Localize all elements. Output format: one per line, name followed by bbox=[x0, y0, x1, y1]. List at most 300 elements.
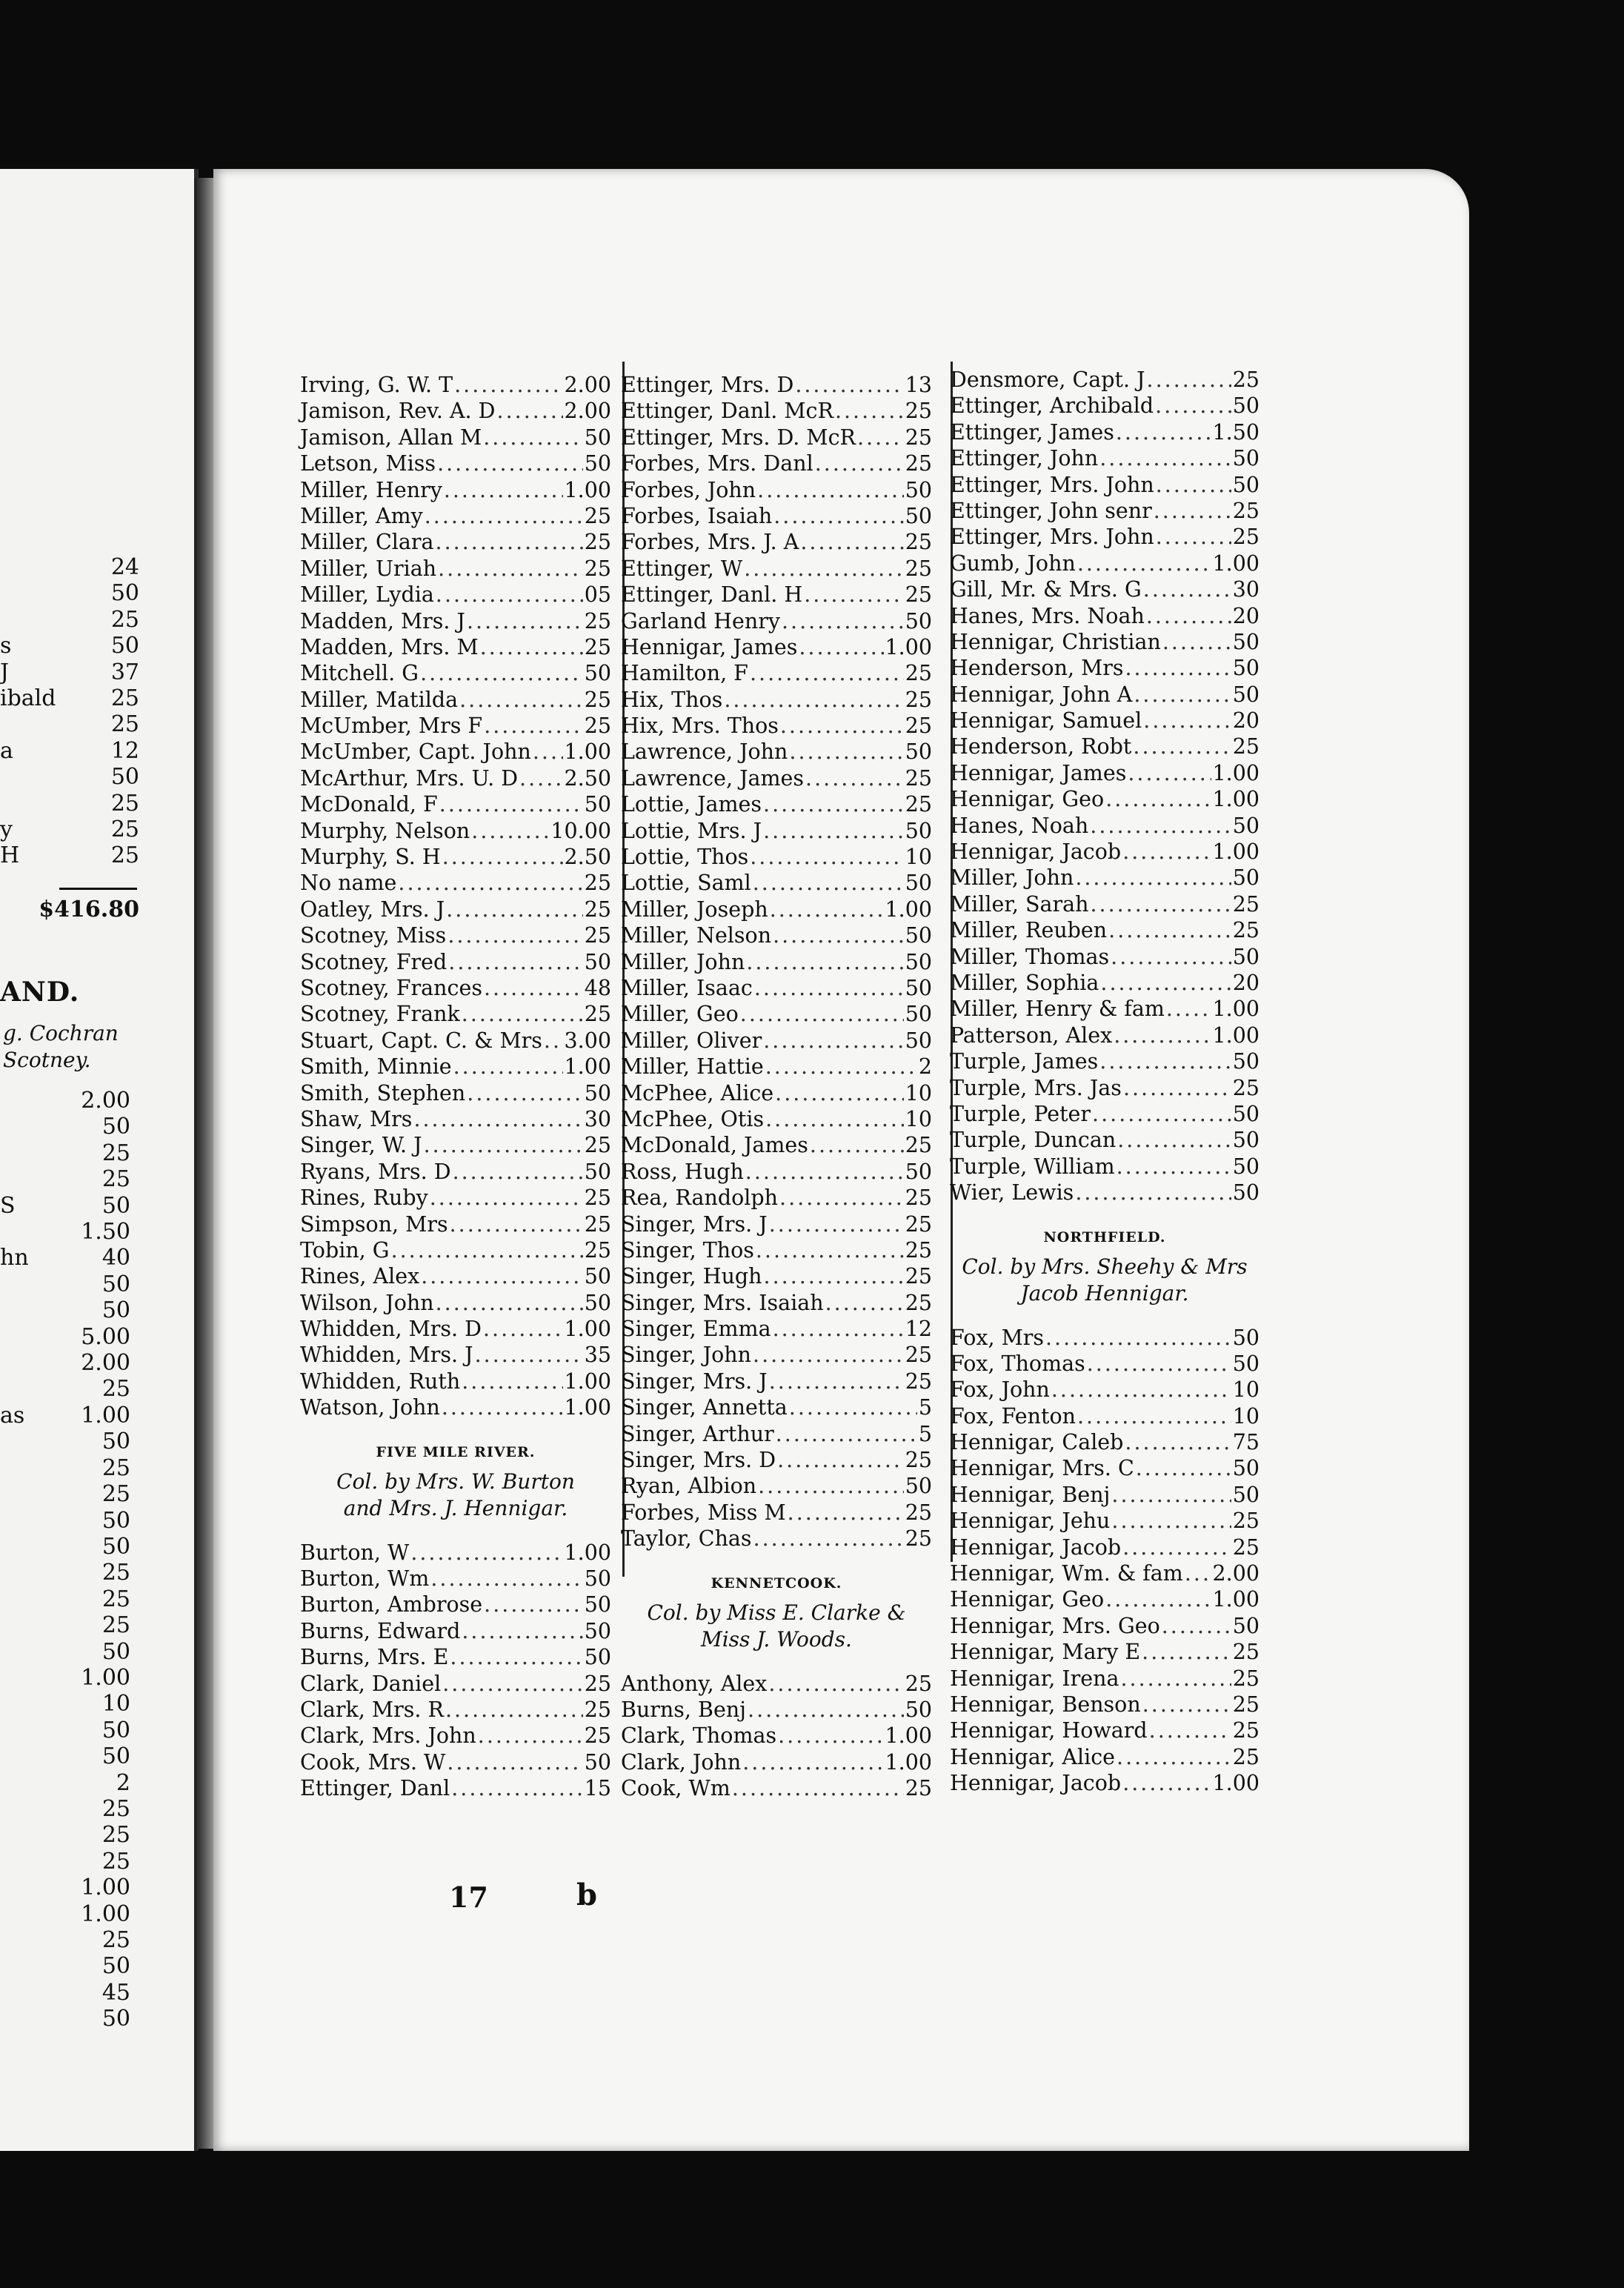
subscription-amount: 50 bbox=[905, 871, 932, 896]
list-item bbox=[621, 634, 932, 660]
list-item bbox=[0, 1901, 130, 1927]
leader-dots bbox=[773, 503, 904, 529]
subscriber-name: Hennigar, Jehu bbox=[950, 1509, 1111, 1534]
subscription-amount: 50 bbox=[905, 949, 932, 974]
leader-dots bbox=[450, 1644, 582, 1670]
subscription-amount: 25 bbox=[110, 711, 139, 738]
partial-label: H bbox=[0, 842, 20, 869]
subscriber-name: Singer, Arthur bbox=[621, 1421, 774, 1446]
subscription-amount: 2.00 bbox=[81, 1088, 130, 1114]
list-item bbox=[621, 1028, 932, 1054]
list-item bbox=[300, 1592, 611, 1617]
subscription-amount: 25 bbox=[905, 1343, 932, 1368]
subscriber-name: Burton, Wm bbox=[300, 1566, 430, 1592]
leader-dots bbox=[754, 975, 904, 1001]
leader-dots bbox=[799, 634, 883, 660]
subscription-amount: 50 bbox=[102, 1638, 130, 1665]
subscription-amount: 1.00 bbox=[1212, 839, 1259, 865]
subscriber-name: Hennigar, Benj bbox=[950, 1482, 1111, 1507]
subscriber-name: Miller, Nelson bbox=[621, 923, 772, 948]
subscriber-name: Fox, Fenton bbox=[950, 1403, 1076, 1429]
list-item bbox=[300, 1316, 611, 1342]
subscriber-name: Turple, William bbox=[950, 1154, 1115, 1179]
subscriber-name: Fox, John bbox=[950, 1377, 1050, 1403]
leader-dots bbox=[1099, 445, 1231, 471]
subscriber-name: McDonald, James bbox=[621, 1133, 808, 1158]
subscription-amount: 50 bbox=[905, 1002, 932, 1027]
leader-dots bbox=[1162, 1613, 1231, 1639]
list-item bbox=[950, 865, 1259, 891]
subscriber-name: Letson, Miss bbox=[300, 451, 436, 476]
leader-dots bbox=[765, 1054, 917, 1080]
subscription-amount: 50 bbox=[1232, 1128, 1259, 1153]
subscriber-name: Lawrence, John bbox=[621, 739, 788, 765]
leader-dots bbox=[1155, 393, 1231, 419]
leader-dots bbox=[453, 1159, 583, 1185]
list-item bbox=[621, 372, 932, 398]
subscriber-name: Smith, Minnie bbox=[300, 1054, 452, 1080]
subscription-amount: 25 bbox=[905, 714, 932, 739]
subscriber-name: Lawrence, James bbox=[621, 765, 805, 791]
leader-dots bbox=[430, 1185, 583, 1211]
list-item bbox=[950, 917, 1259, 943]
subscriber-name: Cook, Wm bbox=[621, 1776, 731, 1801]
subscription-amount: 50 bbox=[1232, 682, 1259, 707]
leader-dots bbox=[483, 1316, 563, 1342]
subscription-amount: 1.00 bbox=[81, 1875, 130, 1901]
list-item bbox=[621, 1447, 932, 1473]
subscriber-name: Hanes, Noah bbox=[950, 813, 1089, 838]
list-item bbox=[950, 1666, 1259, 1692]
subscriber-name: Miller, Oliver bbox=[621, 1028, 762, 1053]
subscription-amount: 50 bbox=[1232, 1613, 1259, 1638]
subscription-amount: 2.50 bbox=[564, 845, 611, 870]
subscription-amount: 50 bbox=[1232, 1154, 1259, 1179]
leader-dots bbox=[484, 975, 583, 1001]
list-item bbox=[950, 944, 1259, 970]
subscription-amount: 40 bbox=[102, 1245, 130, 1271]
leader-dots bbox=[445, 1697, 583, 1723]
leader-dots bbox=[424, 1132, 583, 1158]
list-item bbox=[950, 708, 1259, 734]
left-page-amounts-top bbox=[0, 554, 139, 869]
subscription-amount: 25 bbox=[102, 1481, 130, 1508]
leader-dots bbox=[1122, 1534, 1231, 1560]
list-item bbox=[300, 739, 611, 765]
leader-dots bbox=[775, 1080, 904, 1106]
list-item bbox=[300, 660, 611, 686]
subscription-amount: 2.00 bbox=[1212, 1561, 1259, 1586]
subscriber-name: McPhee, Otis bbox=[621, 1106, 765, 1131]
subscription-amount: 25 bbox=[1232, 891, 1259, 917]
leader-dots bbox=[1122, 1770, 1211, 1796]
subscriber-name: Ettinger, John senr bbox=[950, 498, 1152, 523]
list-item bbox=[950, 1744, 1259, 1770]
subscription-amount: 50 bbox=[584, 949, 611, 974]
subscriber-name: Forbes, Mrs. Danl bbox=[621, 451, 813, 476]
leader-dots bbox=[857, 425, 904, 450]
subscription-amount: 25 bbox=[905, 425, 932, 450]
list-item bbox=[0, 1245, 130, 1271]
subscriber-name: Ettinger, John bbox=[950, 446, 1099, 471]
subscriber-name: Lottie, Mrs. J bbox=[621, 818, 762, 843]
list-item bbox=[300, 634, 611, 660]
subscription-amount: 50 bbox=[1232, 393, 1259, 419]
subscription-amount: 25 bbox=[584, 556, 611, 581]
list-item bbox=[950, 1692, 1259, 1717]
leader-dots bbox=[1111, 1508, 1231, 1534]
subscriber-name: Ettinger, Danl. McR bbox=[621, 399, 833, 424]
list-item bbox=[950, 760, 1259, 786]
subscription-amount: 50 bbox=[102, 1507, 130, 1534]
list-item bbox=[300, 1159, 611, 1185]
partial-label: ibald bbox=[0, 685, 56, 712]
subscriber-name: Singer, W. J bbox=[300, 1133, 422, 1158]
subscriber-name: Hennigar, Jacob bbox=[950, 1771, 1122, 1796]
subscription-amount: 25 bbox=[102, 1166, 130, 1193]
subscriber-name: Rines, Alex bbox=[300, 1264, 420, 1289]
subscription-amount: 25 bbox=[905, 451, 932, 476]
list-item bbox=[950, 682, 1259, 708]
subscriber-name: Hennigar, John A bbox=[950, 682, 1133, 707]
list-item bbox=[621, 791, 932, 817]
list-item bbox=[621, 608, 932, 634]
list-item bbox=[0, 1927, 130, 1953]
subscription-amount: 25 bbox=[584, 1697, 611, 1722]
list-item bbox=[0, 659, 139, 685]
list-item bbox=[0, 1980, 130, 2006]
subscription-amount: 50 bbox=[102, 1953, 130, 1980]
leader-dots bbox=[430, 1566, 582, 1592]
subscription-column-2 bbox=[621, 372, 932, 1802]
list-item bbox=[950, 419, 1259, 445]
leader-dots bbox=[1092, 1101, 1231, 1127]
list-item bbox=[300, 1028, 611, 1054]
subscriber-name: McUmber, Capt. John bbox=[300, 739, 531, 765]
leader-dots bbox=[740, 1001, 904, 1027]
subscriber-name: Oatley, Mrs. J bbox=[300, 897, 445, 922]
list-item bbox=[950, 655, 1259, 681]
list-item bbox=[300, 608, 611, 634]
list-item bbox=[300, 1211, 611, 1237]
subscription-amount: 25 bbox=[110, 817, 139, 843]
subscriber-name: Garland Henry bbox=[621, 608, 780, 633]
list-item bbox=[950, 1180, 1259, 1205]
subscriber-name: Smith, Stephen bbox=[300, 1080, 466, 1105]
subscription-amount: 10.00 bbox=[550, 818, 611, 843]
subscriber-name: Singer, Thos bbox=[621, 1237, 754, 1263]
subscriber-name: Hennigar, Christian bbox=[950, 629, 1161, 654]
leader-dots bbox=[444, 477, 563, 503]
subscription-amount: 1.00 bbox=[564, 1395, 611, 1420]
subscription-amount: 25 bbox=[1232, 734, 1259, 759]
list-item bbox=[950, 1075, 1259, 1101]
list-item bbox=[300, 582, 611, 608]
subscription-amount: 25 bbox=[584, 714, 611, 739]
list-item bbox=[950, 813, 1259, 839]
list-item bbox=[950, 786, 1259, 812]
subscription-amount: 25 bbox=[584, 1002, 611, 1027]
subscription-amount: 25 bbox=[102, 1848, 130, 1875]
subscription-amount: 50 bbox=[584, 1618, 611, 1643]
leader-dots bbox=[1087, 1351, 1231, 1377]
subscription-amount: 50 bbox=[584, 661, 611, 686]
partial-label: hn bbox=[0, 1245, 29, 1271]
list-item bbox=[0, 1743, 130, 1769]
list-item bbox=[621, 1671, 932, 1697]
leader-dots bbox=[770, 897, 884, 922]
subscription-amount: 50 bbox=[1232, 1101, 1259, 1126]
leader-dots bbox=[467, 608, 583, 634]
subscription-amount: 25 bbox=[1232, 498, 1259, 523]
list-item bbox=[621, 687, 932, 713]
leader-dots bbox=[1111, 944, 1231, 970]
subscriber-name: Hennigar, Wm. & fam bbox=[950, 1561, 1183, 1586]
subscription-amount: 1.00 bbox=[564, 1369, 611, 1394]
list-item bbox=[0, 1534, 130, 1560]
leader-dots bbox=[1147, 367, 1231, 393]
list-item bbox=[0, 1376, 130, 1402]
subscription-amount: 25 bbox=[1232, 368, 1259, 392]
leader-dots bbox=[413, 1106, 582, 1132]
list-item bbox=[0, 1219, 130, 1245]
subscription-amount: 1.00 bbox=[81, 1664, 130, 1691]
subscription-amount: 25 bbox=[110, 685, 139, 712]
list-item bbox=[621, 897, 932, 922]
leader-dots bbox=[1125, 655, 1231, 681]
list-item bbox=[950, 1770, 1259, 1796]
subscription-amount: 1.00 bbox=[1212, 787, 1259, 812]
subscription-amount: 50 bbox=[905, 739, 932, 765]
leader-dots bbox=[1090, 813, 1231, 839]
subscriber-name: Forbes, Miss M bbox=[621, 1500, 786, 1525]
subscription-amount: 25 bbox=[905, 792, 932, 817]
subscription-amount: 50 bbox=[905, 503, 932, 528]
subscriber-name: Henderson, Mrs bbox=[950, 656, 1124, 681]
list-item bbox=[621, 529, 932, 555]
leader-dots bbox=[471, 818, 549, 844]
leader-dots bbox=[1136, 1455, 1231, 1481]
subscription-amount: 25 bbox=[905, 1264, 932, 1289]
list-item bbox=[621, 1526, 932, 1552]
list-item bbox=[621, 425, 932, 450]
list-item bbox=[621, 1159, 932, 1185]
subscription-amount: 25 bbox=[1232, 1075, 1259, 1100]
subscription-amount: 50 bbox=[1232, 1482, 1259, 1507]
subscriber-name: Miller, Amy bbox=[300, 503, 423, 528]
subscriber-name: Singer, John bbox=[621, 1343, 752, 1368]
subscriber-name: Tobin, G bbox=[300, 1237, 390, 1263]
list-item bbox=[950, 891, 1259, 917]
subscription-amount: 25 bbox=[905, 1671, 932, 1696]
list-item bbox=[0, 1612, 130, 1638]
list-item bbox=[300, 1263, 611, 1289]
left-page-total: $416.80 bbox=[39, 897, 139, 922]
subscription-amount: 25 bbox=[102, 1560, 130, 1586]
list-item bbox=[621, 765, 932, 791]
leader-dots bbox=[1142, 1692, 1231, 1717]
subscriber-name: Ettinger, Danl bbox=[300, 1776, 450, 1801]
list-item bbox=[300, 1723, 611, 1749]
list-item bbox=[621, 870, 932, 896]
list-item bbox=[300, 477, 611, 503]
subscription-amount: 25 bbox=[102, 1612, 130, 1639]
leader-dots bbox=[1149, 1717, 1231, 1743]
subscriber-name: Fox, Thomas bbox=[950, 1351, 1085, 1376]
list-item bbox=[950, 1560, 1259, 1586]
subscription-amount: 25 bbox=[584, 687, 611, 712]
list-item bbox=[950, 1403, 1259, 1429]
subscription-amount: 50 bbox=[584, 1749, 611, 1775]
leader-dots bbox=[763, 791, 904, 817]
subscription-amount: 25 bbox=[905, 661, 932, 686]
leader-dots bbox=[478, 1723, 583, 1749]
subscription-amount: 25 bbox=[110, 790, 139, 817]
subscription-amount: 50 bbox=[1232, 1180, 1259, 1205]
leader-dots bbox=[825, 1290, 904, 1316]
subscription-amount: 35 bbox=[584, 1343, 611, 1368]
subscriber-name: Ettinger, Danl. H bbox=[621, 582, 803, 608]
subscription-amount: 50 bbox=[905, 1028, 932, 1053]
subscriber-name: McUmber, Mrs F bbox=[300, 714, 483, 739]
left-page-subheading-1: g. Cochran bbox=[3, 1021, 119, 1045]
leader-dots bbox=[484, 1592, 583, 1617]
subscription-amount: 50 bbox=[102, 1743, 130, 1770]
leader-dots bbox=[447, 1749, 582, 1775]
list-item bbox=[0, 1140, 130, 1166]
subscriber-name: Miller, Lydia bbox=[300, 582, 434, 608]
subscription-amount: 25 bbox=[102, 1376, 130, 1403]
subscriber-name: Miller, Henry bbox=[300, 477, 442, 502]
subscriber-name: Whidden, Mrs. D bbox=[300, 1317, 482, 1342]
list-item bbox=[0, 554, 139, 580]
leader-dots bbox=[763, 1028, 904, 1054]
subscriber-name: Patterson, Alex bbox=[950, 1022, 1113, 1048]
subscription-amount: 10 bbox=[1232, 1403, 1259, 1429]
left-page-subheading-2: Scotney. bbox=[3, 1048, 91, 1072]
subscription-amount: 15 bbox=[584, 1776, 611, 1801]
subscription-amount: 25 bbox=[1232, 918, 1259, 943]
leader-dots bbox=[475, 1342, 583, 1368]
subscriber-name: Burns, Benj bbox=[621, 1697, 747, 1722]
subscriber-name: Hennigar, Mary E bbox=[950, 1640, 1141, 1665]
section-title-northfield: NORTHFIELD. bbox=[1043, 1228, 1166, 1246]
list-item bbox=[0, 1166, 130, 1192]
leader-dots bbox=[745, 1159, 904, 1185]
list-item bbox=[300, 1290, 611, 1316]
subscriber-name: Lottie, Saml bbox=[621, 871, 751, 896]
subscriber-name: Lottie, Thos bbox=[621, 845, 749, 870]
leader-dots bbox=[1142, 1639, 1231, 1665]
leader-dots bbox=[804, 582, 904, 608]
subscription-amount: 1.00 bbox=[1212, 1771, 1259, 1796]
subscription-amount: 50 bbox=[102, 1114, 130, 1140]
subscriber-name: Forbes, John bbox=[621, 477, 756, 502]
subscriber-name: Hennigar, Jacob bbox=[950, 1534, 1122, 1560]
subscription-amount: 25 bbox=[905, 1369, 932, 1394]
subscription-amount: 5.00 bbox=[81, 1323, 130, 1350]
subscriber-name: Madden, Mrs. J bbox=[300, 608, 465, 633]
list-item bbox=[621, 1185, 932, 1211]
subscriber-name: Hennigar, James bbox=[621, 634, 798, 659]
subscription-amount: 50 bbox=[102, 1297, 130, 1324]
subscription-amount: 25 bbox=[1232, 1744, 1259, 1769]
subscriber-name: Stuart, Capt. C. & Mrs bbox=[300, 1028, 542, 1053]
list-item bbox=[621, 1421, 932, 1447]
list-item bbox=[950, 1351, 1259, 1377]
subscription-amount: 50 bbox=[584, 1290, 611, 1315]
list-item bbox=[621, 1473, 932, 1499]
leader-dots bbox=[810, 1132, 904, 1158]
subscriber-name: Hennigar, Mrs. Geo bbox=[950, 1613, 1160, 1638]
leader-dots bbox=[1146, 603, 1231, 629]
subscription-amount: 25 bbox=[905, 530, 932, 555]
subscriber-name: Singer, Emma bbox=[621, 1317, 771, 1342]
list-item bbox=[300, 1237, 611, 1263]
leader-dots bbox=[438, 556, 583, 582]
subscription-amount: 1.00 bbox=[885, 1749, 932, 1775]
subscriber-name: Hamilton, F bbox=[621, 661, 748, 686]
list-item bbox=[300, 818, 611, 844]
subscriber-name: Wilson, John bbox=[300, 1290, 434, 1315]
list-item bbox=[300, 922, 611, 948]
subscription-amount: 50 bbox=[584, 1645, 611, 1670]
subscription-amount: 50 bbox=[1232, 813, 1259, 838]
leader-dots bbox=[1143, 708, 1231, 734]
subscription-amount: 50 bbox=[584, 1159, 611, 1184]
list-item bbox=[950, 1586, 1259, 1612]
list-item bbox=[621, 949, 932, 975]
subscription-amount: 25 bbox=[584, 871, 611, 896]
list-item bbox=[0, 711, 139, 737]
list-item bbox=[621, 556, 932, 582]
subscriber-name: No name bbox=[300, 871, 397, 896]
subscription-amount: 2 bbox=[116, 1769, 130, 1796]
subscription-amount: 5 bbox=[918, 1421, 932, 1446]
subscriber-name: Madden, Mrs. M bbox=[300, 634, 479, 659]
subscriber-name: Forbes, Mrs. J. A bbox=[621, 530, 799, 555]
list-item bbox=[950, 1639, 1259, 1665]
list-item bbox=[300, 1671, 611, 1697]
subscription-amount: 1.00 bbox=[1212, 760, 1259, 785]
leader-dots bbox=[425, 503, 583, 529]
subscription-amount: 25 bbox=[584, 1237, 611, 1263]
subscription-amount: 2.00 bbox=[81, 1350, 130, 1377]
subscription-amount: 1.00 bbox=[885, 634, 932, 659]
subscriber-name: Ryans, Mrs. D bbox=[300, 1159, 451, 1184]
subscriber-name: Burton, W bbox=[300, 1540, 410, 1565]
partial-label: a bbox=[0, 737, 13, 764]
subscriber-name: Hennigar, Alice bbox=[950, 1744, 1116, 1769]
leader-dots bbox=[462, 1001, 583, 1027]
subscription-amount: 1.00 bbox=[1212, 1022, 1259, 1048]
leader-dots bbox=[763, 818, 904, 844]
list-item bbox=[300, 556, 611, 582]
subscriber-name: Hennigar, Caleb bbox=[950, 1430, 1124, 1455]
subscription-amount: 25 bbox=[1232, 1692, 1259, 1717]
list-item bbox=[950, 445, 1259, 471]
leader-dots bbox=[447, 922, 582, 948]
list-item bbox=[950, 524, 1259, 550]
subscription-amount: 25 bbox=[905, 1185, 932, 1211]
leader-dots bbox=[724, 687, 903, 713]
list-item bbox=[0, 685, 139, 711]
leader-dots bbox=[497, 398, 563, 424]
leader-dots bbox=[789, 1394, 917, 1420]
list-item bbox=[0, 1455, 130, 1481]
subscription-amount: 50 bbox=[110, 580, 139, 607]
leader-dots bbox=[483, 425, 583, 450]
